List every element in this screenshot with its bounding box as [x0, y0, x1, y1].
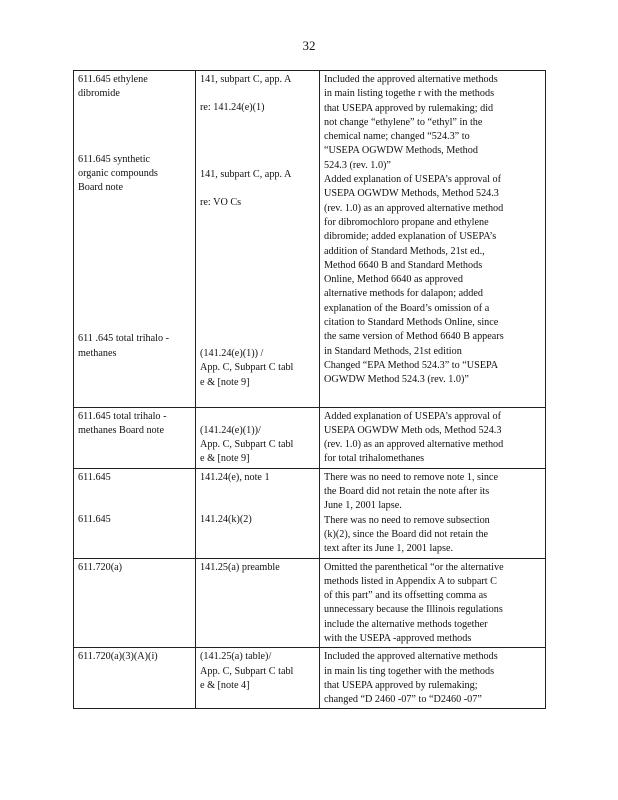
- federal-citation-cell: [196, 468, 320, 558]
- explanation-text: There was no need to remove subsection (k)(2), since the Board did not retain the text after its June 1, 2001 lapse.: [324, 514, 490, 555]
- section-cell: [74, 407, 196, 468]
- citation-text: 141.24(e), note 1: [200, 471, 270, 483]
- explanation-text: Changed “EPA Method 524.3” to “USEPA OGWDW Method 524.3 (rev. 1.0)”: [324, 359, 499, 386]
- section-label: 611.645 synthetic organic compounds Board note: [78, 153, 158, 194]
- citation-text: (141.24(e)(1)) / App. C, Subpart C tabl e & [note 9]: [200, 348, 294, 388]
- citation-text: re: VO Cs: [200, 196, 242, 208]
- section-label: 611.645: [78, 514, 111, 526]
- section-cell: [74, 71, 196, 408]
- explanation-text: Included the approved alternative methods in main listing togethe r with the methods that USEPA approved by rulemaking; did not change “ethylene” to “ethyl” in the chemical name; changed “524.3” to “USEPA OGWDW Methods, Method 524.3 (rev. 1.0)”: [324, 74, 498, 171]
- citation-text: 141.25(a) preamble: [200, 561, 280, 573]
- citation-text: re: 141.24(e)(1): [200, 102, 265, 114]
- section-label: 611.720(a)(3)(A)(i): [78, 651, 158, 663]
- explanation-cell: [320, 407, 546, 468]
- section-label: 611.645 total trihalo - methanes Board note: [78, 410, 167, 436]
- federal-citation-cell: [196, 648, 320, 709]
- federal-citation-cell: [196, 407, 320, 468]
- section-cell: [74, 468, 196, 558]
- section-label: 611.645: [78, 471, 111, 483]
- explanation-text: Omitted the parenthetical “or the alternative methods listed in Appendix A to subpart C of this part” and its offsetting comma as unnecessary because the Illinois regulations include the alternative methods together with the USEPA -approved methods: [324, 561, 504, 644]
- federal-citation-cell: [196, 558, 320, 648]
- explanation-cell: [320, 468, 546, 558]
- explanation-text: There was no need to remove note 1, since the Board did not retain the note after its June 1, 2001 lapse.: [324, 471, 498, 512]
- explanation-text: Included the approved alternative methods in main lis ting together with the methods that USEPA approved by rulemaking; changed “D 2460 -07” to “D2460 -07”: [324, 651, 498, 706]
- explanation-cell: [320, 558, 546, 648]
- page-number: 32: [302, 38, 316, 53]
- citation-text: 141.24(k)(2): [200, 514, 252, 526]
- citation-text: (141.24(e)(1))/ App. C, Subpart C tabl e & [note 9]: [200, 424, 294, 465]
- table-row: [74, 648, 546, 709]
- explanation-text: Added explanation of USEPA’s approval of USEPA OGWDW Methods, Method 524.3 (rev. 1.0) as an approved alternative method for dibromochloro propane and ethylene dibromide; added explanation of USEPA’s addition of Standard Methods, 21st ed., Method 6640 B and Standard Methods Online, Method 6640 as approved alternative methods for dalapon; added explanation of the Board’s omission of a citation to Standard Methods Online, since the same version of Method 6640 B appears in Standard Methods, 21st edition: [324, 174, 504, 357]
- citation-text: 141, subpart C, app. A: [200, 168, 292, 180]
- section-cell: [74, 558, 196, 648]
- explanation-cell: [320, 71, 546, 408]
- section-label: 611.645 ethylene dibromide: [78, 74, 148, 100]
- citation-text: (141.25(a) table)/ App. C, Subpart C tabl e & [note 4]: [200, 651, 294, 691]
- citation-text: 141, subpart C, app. A: [200, 74, 292, 85]
- federal-citation-cell: [196, 71, 320, 408]
- table-row: [74, 71, 546, 408]
- table-row: [74, 468, 546, 558]
- comparison-table: [73, 70, 546, 709]
- section-label: 611 .645 total trihalo - methanes: [78, 333, 170, 359]
- explanation-text: Added explanation of USEPA’s approval of USEPA OGWDW Meth ods, Method 524.3 (rev. 1.0) as an approved alternative method for total trihalomethanes: [324, 410, 504, 465]
- table-row: [74, 407, 546, 468]
- explanation-cell: [320, 648, 546, 709]
- section-cell: [74, 648, 196, 709]
- table-row: [74, 558, 546, 648]
- section-label: 611.720(a): [78, 561, 123, 573]
